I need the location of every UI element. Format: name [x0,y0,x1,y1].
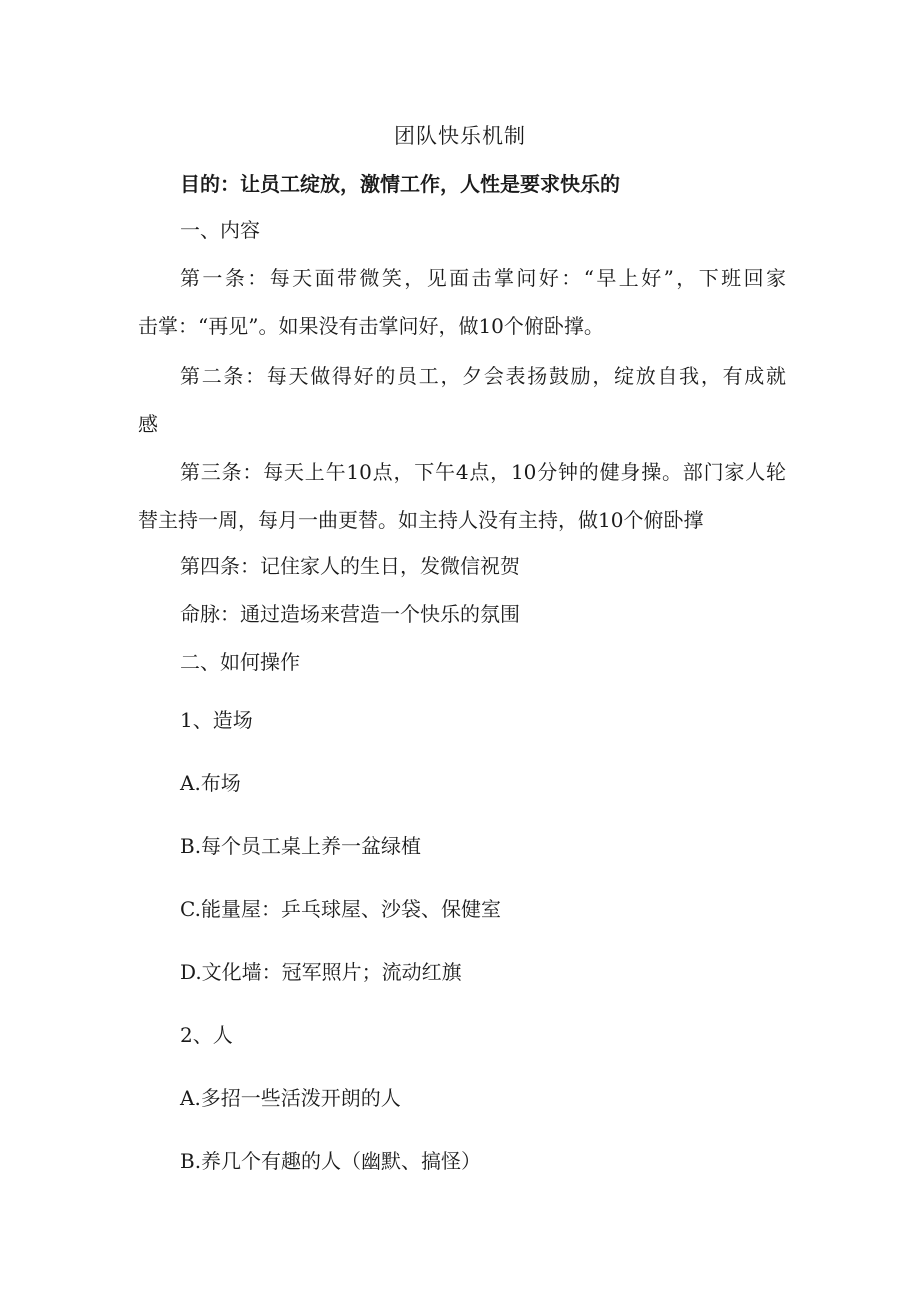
list-item-a-layout: A.布场 [180,771,241,795]
list-item-c-energy-room: C.能量屋：乒乓球屋、沙袋、保健室 [180,897,501,921]
article-1-line-1: 第一条：每天面带微笑，见面击掌问好：“早上好”，下班回家 [180,266,786,290]
list-item-d-culture-wall: D.文化墙：冠军照片；流动红旗 [180,960,462,984]
document-title: 团队快乐机制 [394,124,526,148]
subsection-heading-people: 2、人 [180,1023,233,1047]
article-4: 第四条：记住家人的生日，发微信祝贺 [180,554,520,578]
article-2-line-1: 第二条：每天做得好的员工，夕会表扬鼓励，绽放自我，有成就 [180,364,786,388]
section-heading-operation: 二、如何操作 [180,650,300,674]
section-heading-content: 一、内容 [180,218,260,242]
list-item-b-plants: B.每个员工桌上养一盆绿植 [180,834,422,858]
lifeline-line: 命脉：通过造场来营造一个快乐的氛围 [180,602,520,626]
list-item-a-cheerful-people: A.多招一些活泼开朗的人 [180,1086,401,1110]
subsection-heading-atmosphere: 1、造场 [180,708,253,732]
list-item-b-interesting-people: B.养几个有趣的人（幽默、搞怪） [180,1149,482,1173]
article-2-line-2: 感 [138,412,158,436]
article-1-line-2: 击掌：“再见”。如果没有击掌问好，做10个俯卧撑。 [138,314,604,338]
purpose-line: 目的：让员工绽放，激情工作，人性是要求快乐的 [180,172,620,196]
article-3-line-1: 第三条：每天上午10点，下午4点，10分钟的健身操。部门家人轮 [180,460,786,484]
article-3-line-2: 替主持一周，每月一曲更替。如主持人没有主持，做10个俯卧撑 [138,508,704,532]
